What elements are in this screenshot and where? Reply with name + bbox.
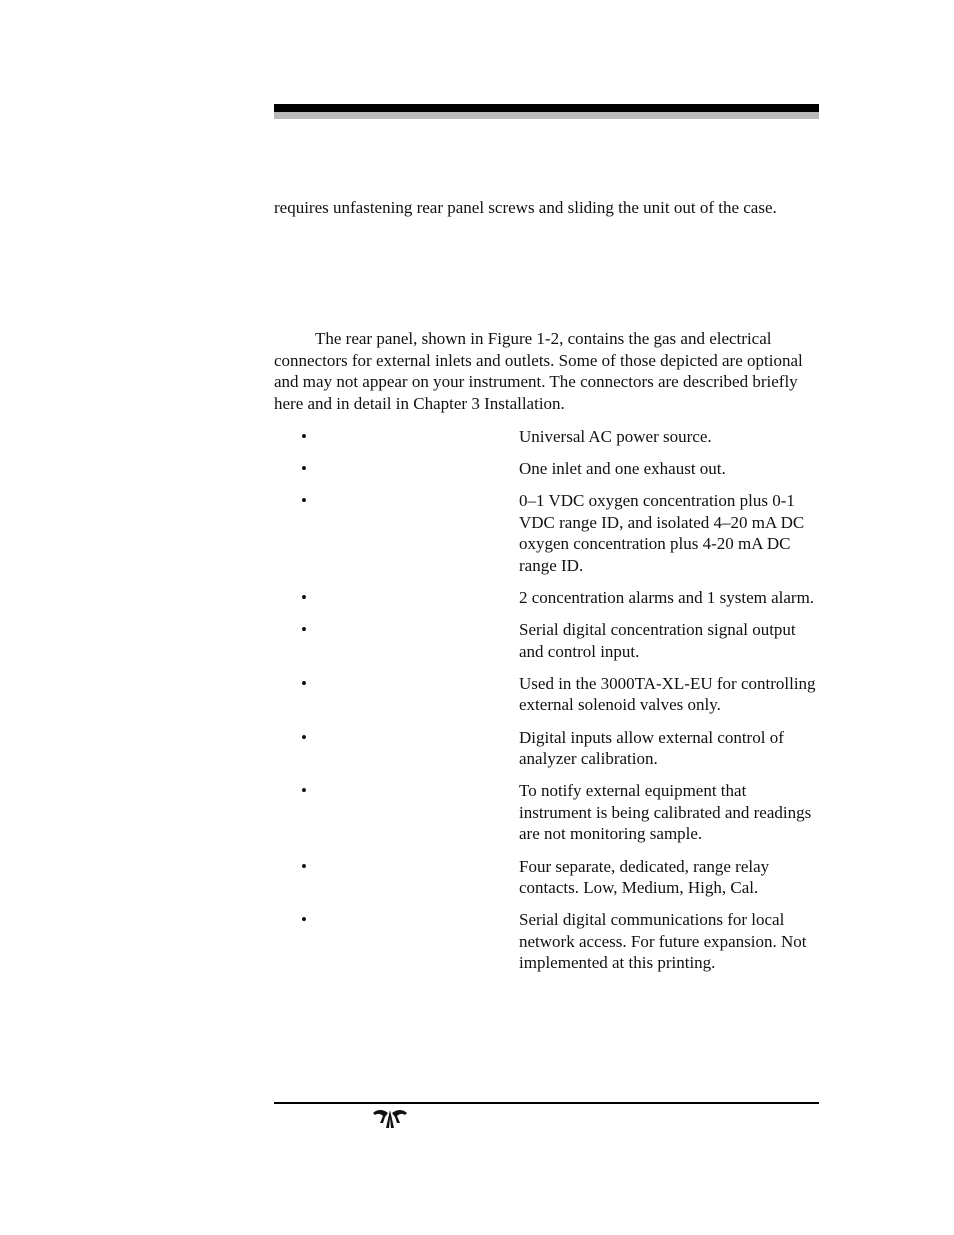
bullet-icon: • — [301, 459, 307, 479]
bullet-icon: • — [301, 727, 307, 747]
rear-panel-paragraph: The rear panel, shown in Figure 1-2, contains the gas and electrical connectors for external inlets and outlets. Some of those depicted are optional and may not appear on your instrument. The connectors are described briefly here and in detail in Chapter 3 Installation. — [274, 329, 803, 413]
list-item — [274, 426, 822, 448]
bullet-icon: • — [301, 427, 307, 446]
bullet-icon: • — [301, 781, 307, 801]
bullet-icon: • — [301, 620, 307, 640]
connector-description: Used in the 3000TA-XL-EU for controlling external solenoid valves only. — [519, 673, 816, 715]
footer-rule — [274, 1102, 819, 1104]
connector-list — [274, 426, 822, 984]
continued-paragraph: requires unfastening rear panel screws and sliding the unit out of the case. — [274, 198, 777, 217]
list-item — [274, 856, 822, 899]
list-item — [274, 780, 822, 845]
bullet-icon: • — [301, 491, 307, 511]
connector-description: Digital inputs allow external control of analyzer calibration. — [519, 727, 784, 769]
bullet-icon: • — [301, 856, 307, 876]
bullet-icon: • — [301, 673, 307, 693]
connector-description: Serial digital communications for local network access. For future expansion. Not implemented at this printing. — [519, 910, 807, 973]
teledyne-logo-icon-graphic — [372, 1106, 408, 1130]
bullet-icon: • — [301, 910, 307, 930]
header-rule — [274, 104, 819, 112]
connector-description: Serial digital concentration signal output and control input. — [519, 620, 796, 661]
list-item — [274, 458, 822, 480]
teledyne-logo-icon — [372, 1106, 408, 1130]
list-item — [274, 619, 822, 662]
connector-description: 0–1 VDC oxygen concentration plus 0-1 VDC range ID, and isolated 4–20 mA DC oxygen concentration plus 4-20 mA DC range ID. — [519, 491, 805, 575]
connector-description: Universal AC power source. — [519, 427, 712, 446]
list-item — [274, 727, 822, 770]
list-item — [274, 673, 822, 716]
header-rule-shadow — [274, 112, 819, 119]
connector-description: To notify external equipment that instrument is being calibrated and readings are not monitoring sample. — [519, 781, 812, 844]
list-item — [274, 587, 822, 609]
connector-description: 2 concentration alarms and 1 system alarm. — [519, 588, 815, 608]
connector-description: One inlet and one exhaust out. — [519, 459, 726, 479]
bullet-icon: • — [301, 588, 307, 608]
list-item — [274, 909, 822, 974]
connector-description: Four separate, dedicated, range relay contacts. Low, Medium, High, Cal. — [519, 856, 770, 898]
list-item — [274, 490, 822, 576]
